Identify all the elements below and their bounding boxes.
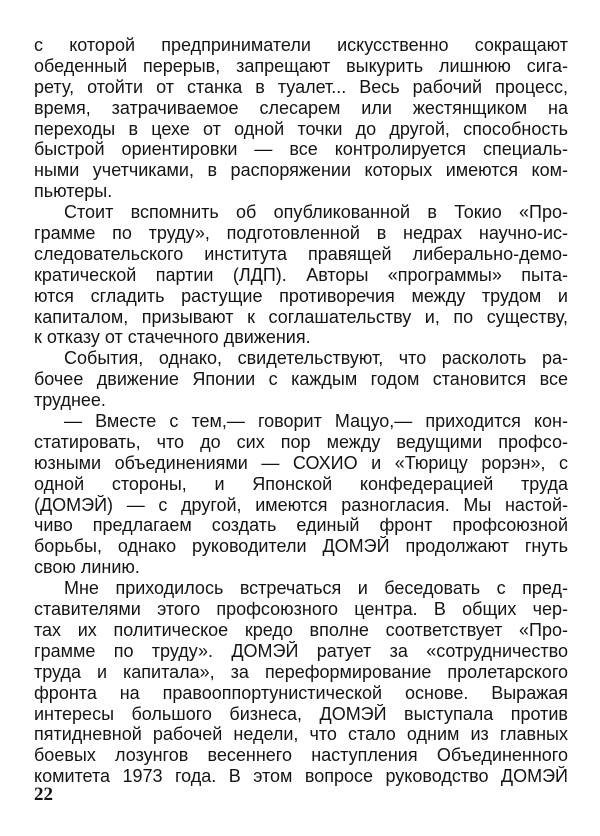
text-line: ными учетчиками, в распоряжении которых имеются ком- [34,160,568,181]
text-line: статировать, что до сих пор между ведущими профсо- [34,431,568,452]
text-line: грамме по труду». ДОМЭЙ ратует за «сотрудничество [34,640,568,661]
text-line: борьбы, однако руководители ДОМЭЙ продолжают гнуть [34,536,568,557]
text-line: свою линию. [34,557,140,578]
text-line: кратической партии (ЛДП). Авторы «программы» пыта- [34,264,568,285]
paragraph [34,348,568,411]
text-line: тах их политическое кредо вполне соответствует «Про- [34,619,568,640]
text-line: капиталом, призывают к соглашательству и, по существу, [34,306,568,327]
text-line: труда и капитала», за переформирование пролетарского [34,661,568,682]
text-line: рету, отойти от станка в туалет... Весь рабочий процесс, [34,76,568,97]
text-line: ставителями этого профсоюзного центра. В общих чер- [34,599,568,620]
text-line: труднее. [34,390,106,411]
text-line: боевых лозунгов весеннего наступления Объединенного [34,745,568,766]
text-line: грамме по труду», подготовленной в недрах научно-ис- [34,223,568,244]
text-line: фронта на правооппортунистической основе. Выражая [34,682,568,703]
text-line: к отказу от стачечного движения. [34,327,311,348]
text-line: юзными объединениями — СОХИО и «Тюрицу рорэн», с [34,452,568,473]
text-line: обеденный перерыв, запрещают выкурить лишнюю сига- [34,55,568,76]
paragraph [34,35,568,202]
text-line: Мне приходилось встречаться и беседовать с пред- [64,578,568,599]
text-line: одной стороны, и Японской конфедерацией труда [34,473,568,494]
text-line: комитета 1973 года. В этом вопросе руководство ДОМЭЙ [34,766,568,787]
text-line: пятидневной рабочей недели, что стало одним из главных [34,724,568,745]
text-line: — Вместе с тем,— говорит Мацуо,— приходится кон- [64,411,568,432]
text-line: Стоит вспомнить об опубликованной в Токио «Про- [64,202,568,223]
paragraph [34,578,568,787]
text-line: ются сгладить растущие противоречия между трудом и [34,285,568,306]
text-line: пьютеры. [34,181,113,202]
paragraph [34,202,568,348]
text-line: интересы большого бизнеса, ДОМЭЙ выступала против [34,703,568,724]
text-line: переходы в цехе от одной точки до другой, способность [34,118,568,139]
text-line: быстрой ориентировки — все контролируется специаль- [34,139,568,160]
text-line: с которой предприниматели искусственно сокращают [34,35,568,55]
text-line: бочее движение Японии с каждым годом становится все [34,369,568,390]
page-number: 22 [34,784,53,805]
text-line: время, затрачиваемое слесарем или жестянщиком на [34,97,568,118]
text-line: (ДОМЭЙ) — с другой, имеются разногласия. Мы настой- [34,494,568,515]
text-line: следовательского института правящей либерально-демо- [34,243,568,264]
text-line: События, однако, свидетельствуют, что расколоть ра- [64,348,568,369]
paragraph [34,411,568,578]
text-line: чиво предлагаем создать единый фронт профсоюзной [34,515,568,536]
page-body-text [34,35,568,787]
